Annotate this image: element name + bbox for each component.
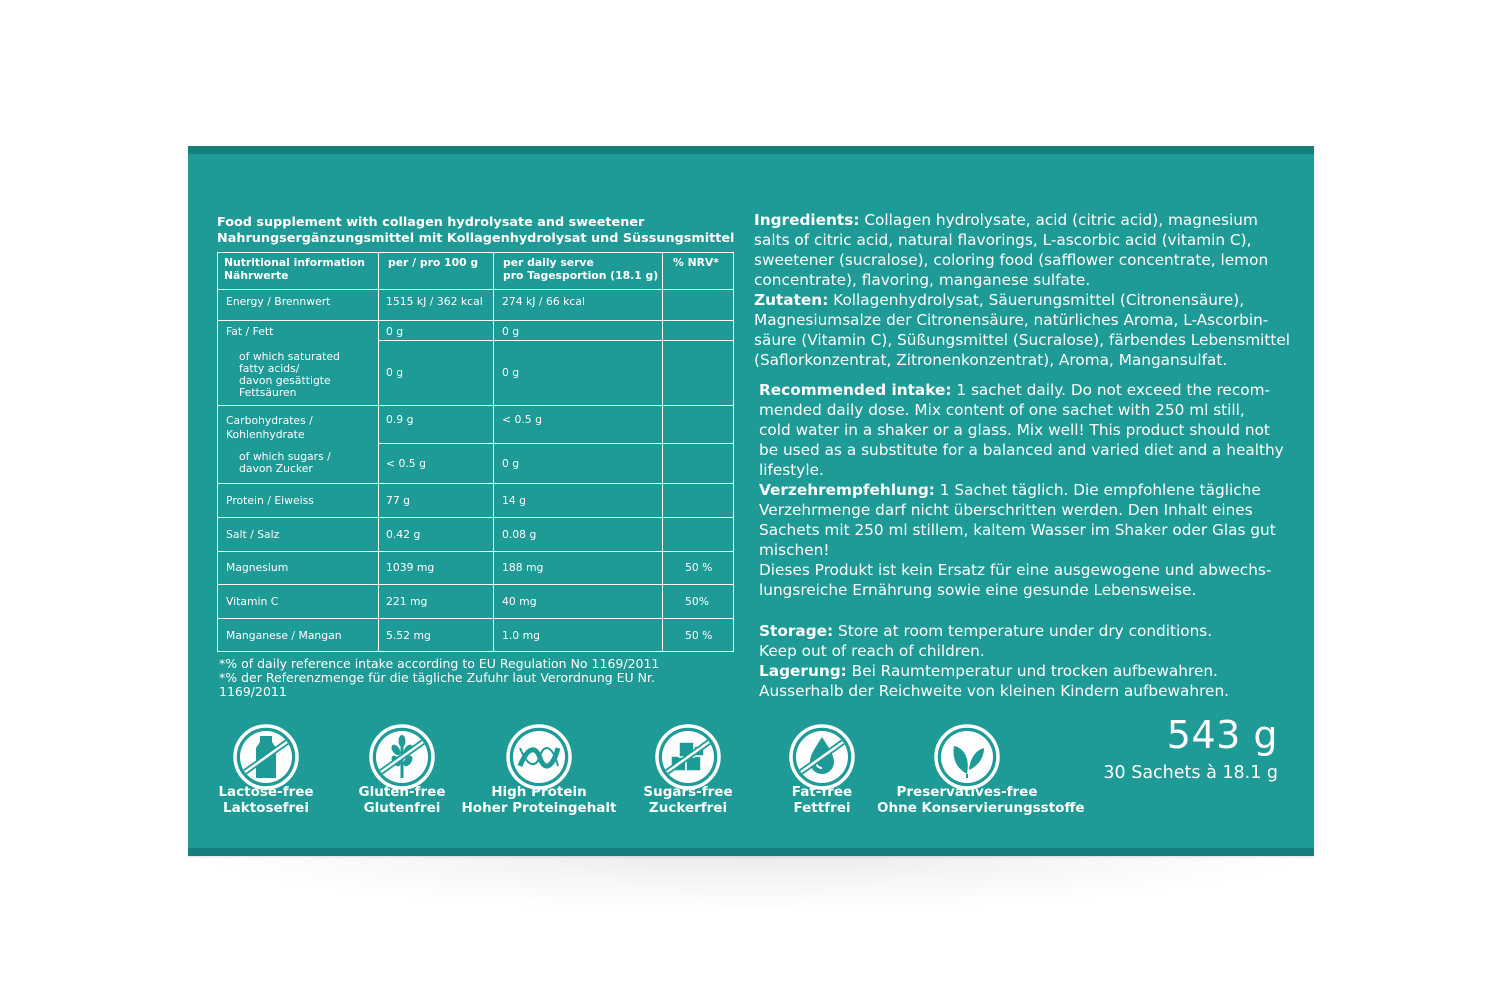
row-fat-label: Fat / Fett bbox=[226, 325, 274, 338]
zutaten-label: Zutaten: bbox=[754, 291, 829, 309]
row-energy-daily: 274 kJ / 66 kcal bbox=[502, 295, 585, 308]
row-saturated-per100: 0 g bbox=[386, 366, 404, 379]
badge-sugars-free: Sugars-free Zuckerfrei bbox=[598, 724, 778, 816]
row-protein-per100: 77 g bbox=[386, 494, 411, 507]
leaves-icon bbox=[934, 724, 1000, 790]
table-rule bbox=[378, 340, 733, 341]
row-vitaminc-nrv: 50% bbox=[685, 595, 709, 608]
row-magnesium-daily: 188 mg bbox=[502, 561, 544, 574]
sachet-count: 30 Sachets à 18.1 g bbox=[1103, 763, 1278, 783]
row-vitaminc-daily: 40 mg bbox=[502, 595, 537, 608]
ingredients-label: Ingredients: bbox=[754, 211, 860, 229]
table-divider bbox=[378, 253, 379, 651]
storage-label: Storage: bbox=[759, 622, 834, 640]
table-rule bbox=[218, 289, 733, 290]
table-divider bbox=[662, 253, 663, 651]
row-carbs-per100: 0.9 g bbox=[386, 413, 414, 426]
row-carbs-daily: < 0.5 g bbox=[502, 413, 542, 426]
row-manganese-daily: 1.0 mg bbox=[502, 629, 540, 642]
table-rule bbox=[218, 405, 733, 406]
badge-high-protein: High Protein Hoher Proteingehalt bbox=[449, 724, 629, 816]
box-bottom-edge bbox=[188, 848, 1314, 856]
row-manganese-nrv: 50 % bbox=[685, 629, 713, 642]
sugar-cubes-crossed-icon bbox=[655, 724, 721, 790]
row-vitaminc-per100: 221 mg bbox=[386, 595, 428, 608]
table-rule bbox=[378, 443, 733, 444]
row-salt-label: Salt / Salz bbox=[226, 528, 280, 541]
intake-block: Recommended intake: 1 sachet daily. Do not exceed the recom- mended daily dose. Mix content of one sachet with 250 ml still, cold water in a shaker or a glass. Mix well! This product should not be used as a substitute for a balanced and varied diet and a healthy lifestyle. Verzehrempfehlung: 1 Sachet täglich. Die empfohlene tägliche Verzehrmenge darf nicht überschritten werden. Den Inhalt eines Sachets mit 250 ml stillem, kaltem Wasser im Shaker oder Glas gut mischen! Dieses Produkt ist kein Ersatz für eine ausgewogene und abwechs- lungsreiche Ernährung sowie eine gesunde Lebensweise. bbox=[759, 381, 1284, 599]
intake-label: Recommended intake: bbox=[759, 381, 952, 399]
header-per-100g: per / pro 100 g bbox=[388, 256, 479, 269]
oil-drop-crossed-icon bbox=[789, 724, 855, 790]
row-fat-daily: 0 g bbox=[502, 325, 520, 338]
row-vitaminc-label: Vitamin C bbox=[226, 595, 279, 608]
row-salt-daily: 0.08 g bbox=[502, 528, 537, 541]
row-energy-label: Energy / Brennwert bbox=[226, 295, 331, 308]
headline-en: Food supplement with collagen hydrolysate and sweetener bbox=[217, 215, 645, 230]
row-magnesium-label: Magnesium bbox=[226, 561, 289, 574]
row-saturated-daily: 0 g bbox=[502, 366, 520, 379]
headline-de: Nahrungsergänzungsmittel mit Kollagenhydrolysat und Süssungsmittel bbox=[217, 231, 735, 246]
table-divider bbox=[493, 253, 494, 651]
row-manganese-label: Manganese / Mangan bbox=[226, 629, 342, 642]
row-saturated-label: of which saturated fatty acids/ davon gesättigte Fettsäuren bbox=[239, 350, 340, 399]
row-fat-per100: 0 g bbox=[386, 325, 404, 338]
wheat-crossed-icon bbox=[369, 724, 435, 790]
badge-preservatives-free: Preservatives-free Ohne Konservierungsstoffe bbox=[877, 724, 1057, 816]
badge-gluten-free: Gluten-free Glutenfrei bbox=[312, 724, 492, 816]
nutrition-table bbox=[217, 252, 734, 652]
ingredients-block: Ingredients: Collagen hydrolysate, acid (citric acid), magnesium salts of citric acid, natural flavorings, L-ascorbic acid (vitamin C), sweetener (sucralose), coloring food (safflower concentrate, lemon concentrate), flavoring, manganese sulfate. Zutaten: Kollagenhydrolysat, Säuerungsmittel (Citronensäure), Magnesiumsalze der Citronensäure, natürliches Aroma, L-Ascorbin- säure (Vitamin C), Süßungsmittel (Sucralose), färbendes Lebensmittel (Saflorkonzentrat, Zitronenkonzentrat), Aroma, Mangansulfat. bbox=[754, 211, 1291, 369]
verzehrempfehlung-label: Verzehrempfehlung: bbox=[759, 481, 935, 499]
footnote: *% of daily reference intake according to EU Regulation No 1169/2011 *% der Referenzmenge für die tägliche Zufuhr laut Verordnung EU Nr. 1169/2011 bbox=[219, 656, 660, 699]
badge-lactose-free: Lactose-free Laktosefrei bbox=[176, 724, 356, 816]
row-magnesium-nrv: 50 % bbox=[685, 561, 713, 574]
net-weight: 543 g bbox=[1166, 713, 1278, 757]
row-protein-daily: 14 g bbox=[502, 494, 527, 507]
header-nutrition: Nutritional information Nährwerte bbox=[224, 256, 365, 282]
product-box-back bbox=[188, 146, 1314, 856]
storage-block: Storage: Store at room temperature under dry conditions. Keep out of reach of children. Lagerung: Bei Raumtemperatur und trocken aufbewahren. Ausserhalb der Reichweite von kleinen Kindern aufbewahren. bbox=[759, 622, 1229, 700]
row-sugars-daily: 0 g bbox=[502, 457, 520, 470]
table-rule bbox=[218, 517, 733, 518]
row-salt-per100: 0.42 g bbox=[386, 528, 421, 541]
row-protein-label: Protein / Eiweiss bbox=[226, 494, 314, 507]
row-manganese-per100: 5.52 mg bbox=[386, 629, 431, 642]
row-energy-per100: 1515 kJ / 362 kcal bbox=[386, 295, 483, 308]
table-rule bbox=[218, 551, 733, 552]
milk-bottle-crossed-icon bbox=[233, 724, 299, 790]
protein-helix-icon bbox=[506, 724, 572, 790]
header-nrv: % NRV* bbox=[673, 256, 719, 269]
lagerung-label: Lagerung: bbox=[759, 662, 847, 680]
row-sugars-per100: < 0.5 g bbox=[386, 457, 426, 470]
row-magnesium-per100: 1039 mg bbox=[386, 561, 435, 574]
badge-fat-free: Fat-free Fettfrei bbox=[732, 724, 912, 816]
box-top-edge bbox=[188, 146, 1314, 154]
row-carbs-label: Carbohydrates / Kohlenhydrate bbox=[226, 414, 313, 441]
row-sugars-label: of which sugars / davon Zucker bbox=[239, 450, 331, 475]
table-rule bbox=[218, 320, 733, 321]
table-rule bbox=[218, 584, 733, 585]
header-daily-serve: per daily serve pro Tagesportion (18.1 g) bbox=[503, 256, 659, 282]
table-rule bbox=[218, 618, 733, 619]
table-rule bbox=[218, 483, 733, 484]
